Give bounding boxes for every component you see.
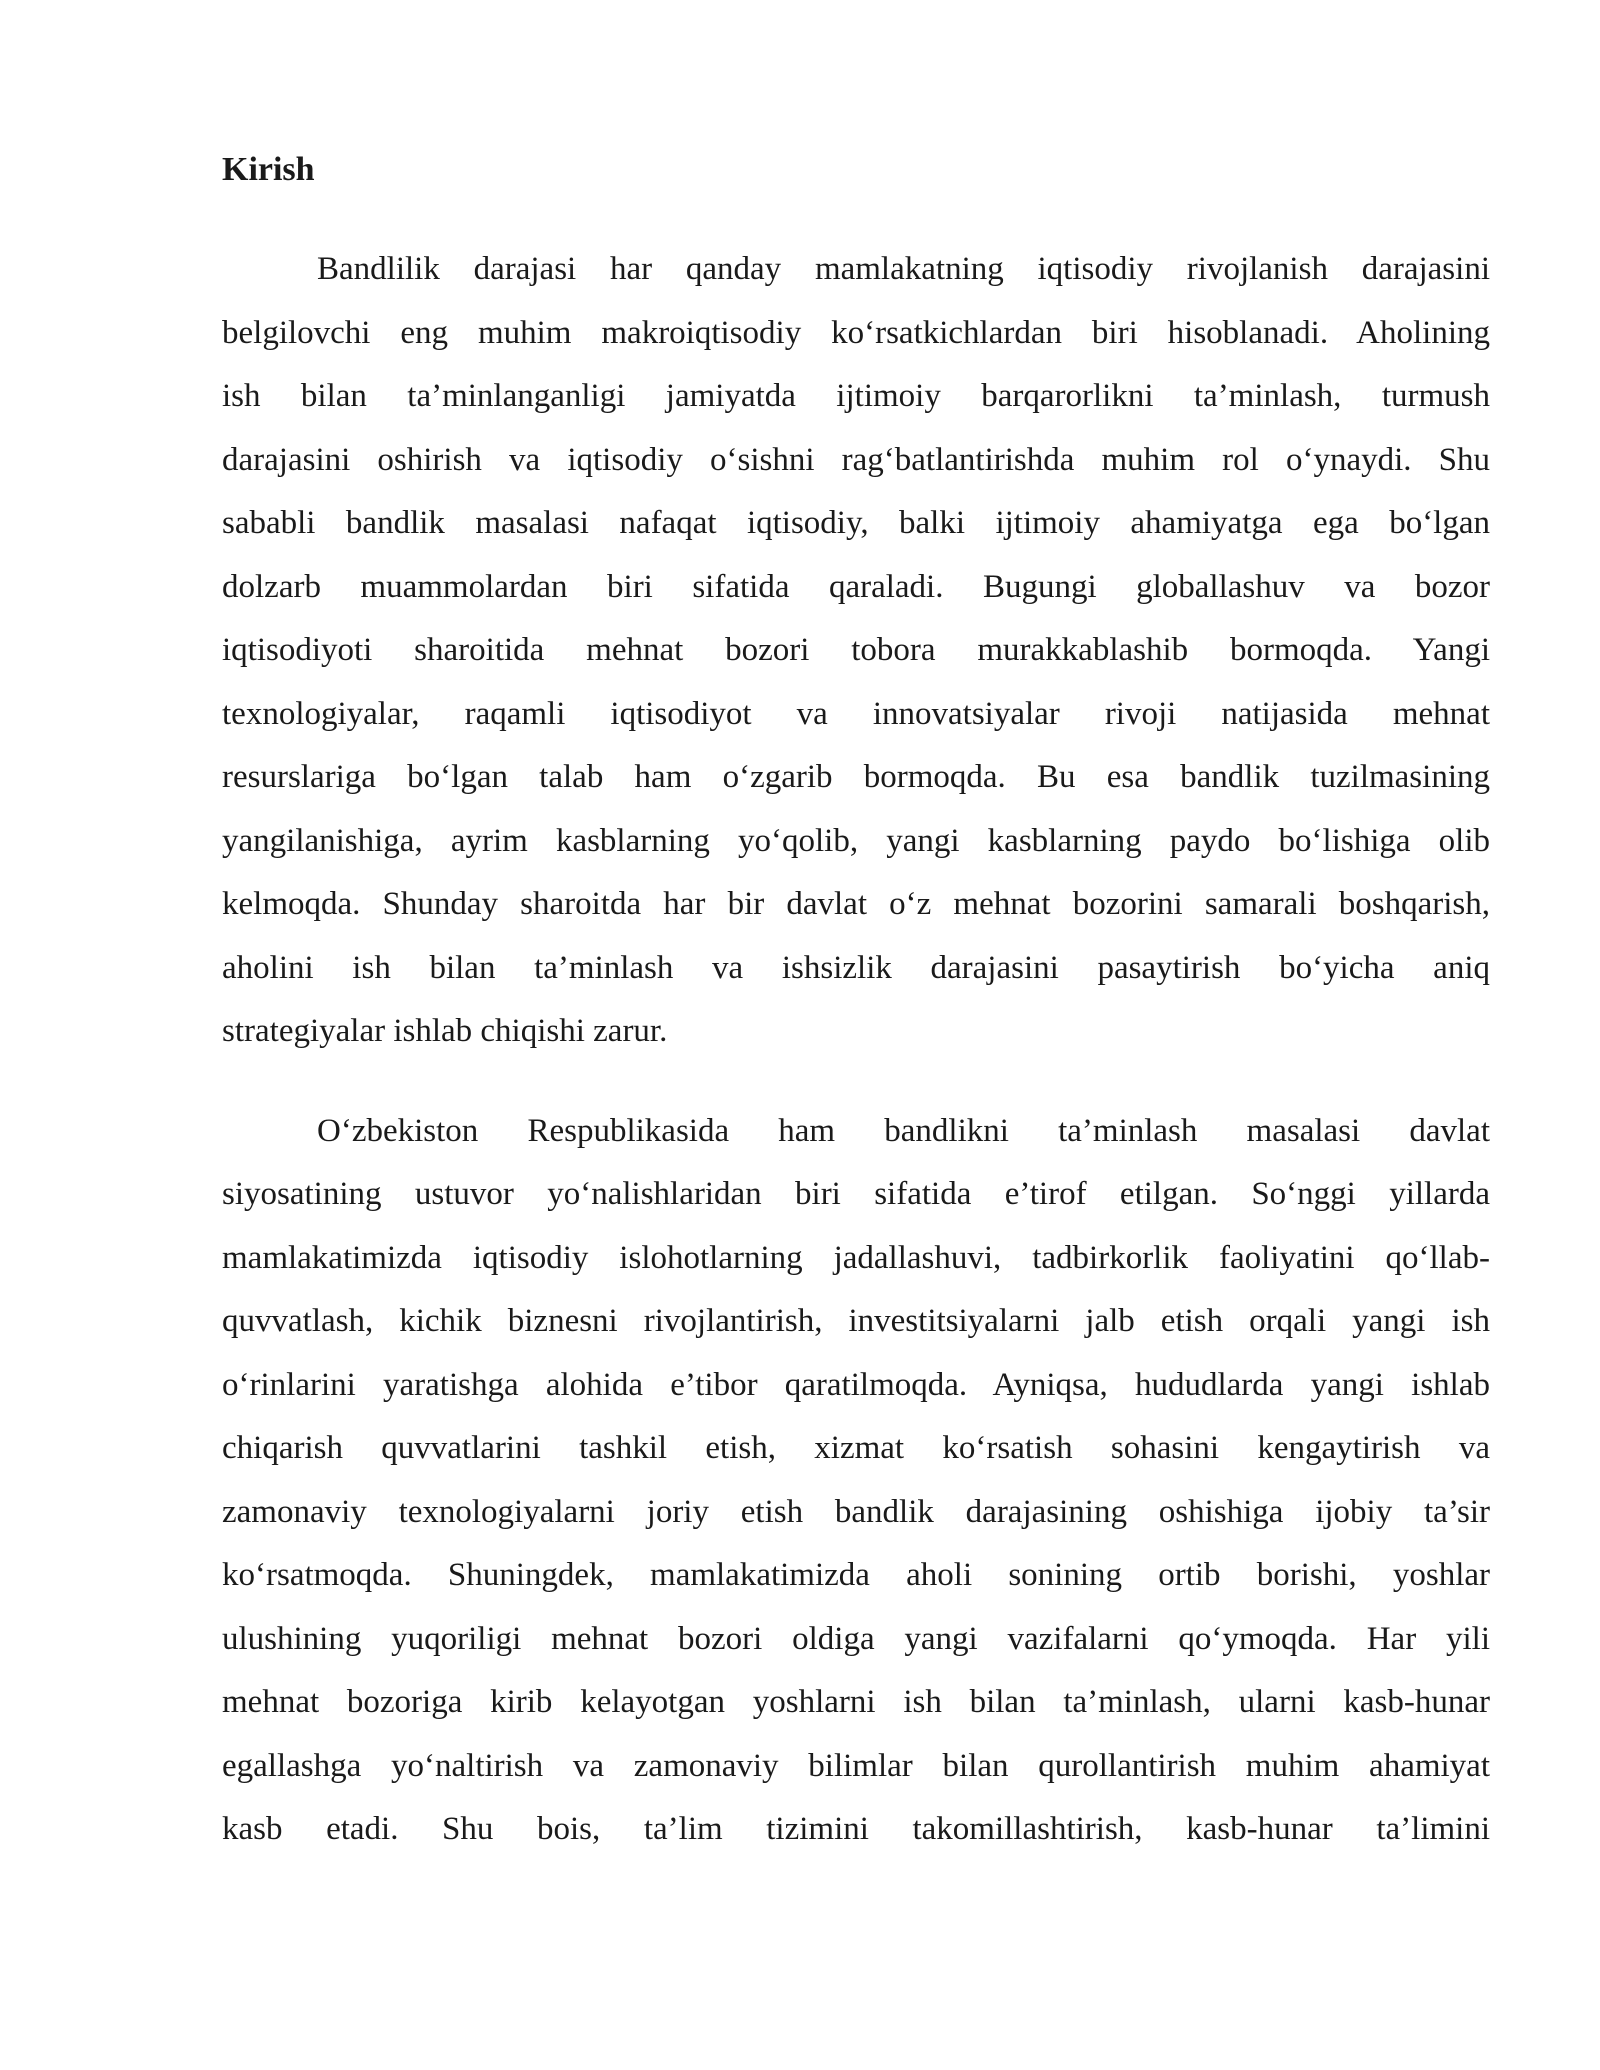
paragraph-line: ulushining yuqoriligi mehnat bozori oldiga yangi vazifalarni qo‘ymoqda. Har yili — [222, 1620, 1490, 1657]
paragraph-line: aholini ish bilan ta’minlash va ishsizlik darajasini pasaytirish bo‘yicha aniq — [222, 949, 1490, 986]
paragraph-line: zamonaviy texnologiyalarni joriy etish bandlik darajasining oshishiga ijobiy ta’sir — [222, 1493, 1490, 1530]
document-page — [222, 148, 1490, 1898]
paragraph-line: mamlakatimizda iqtisodiy islohotlarning jadallashuvi, tadbirkorlik faoliyatini qo‘llab- — [222, 1239, 1490, 1276]
paragraph-line: belgilovchi eng muhim makroiqtisodiy ko‘rsatkichlardan biri hisoblanadi. Aholining — [222, 314, 1490, 351]
paragraph-line: siyosatining ustuvor yo‘nalishlaridan biri sifatida e’tirof etilgan. So‘nggi yillarda — [222, 1176, 1490, 1212]
paragraph-line: yangilanishiga, ayrim kasblarning yo‘qolib, yangi kasblarning paydo bo‘lishiga olib — [222, 822, 1490, 859]
paragraph-line: o‘rinlarini yaratishga alohida e’tibor qaratilmoqda. Ayniqsa, hududlarda yangi ishlab — [222, 1366, 1490, 1403]
paragraph-line: Bandlilik darajasi har qanday mamlakatning iqtisodiy rivojlanish darajasini — [317, 251, 1490, 287]
paragraph-1 — [222, 238, 1490, 1064]
paragraph-2 — [222, 1100, 1490, 1862]
paragraph-line: darajasini oshirish va iqtisodiy o‘sishni rag‘batlantirishda muhim rol o‘ynaydi. Shu — [222, 441, 1490, 478]
section-heading: Kirish — [222, 151, 315, 188]
paragraph-line: iqtisodiyoti sharoitida mehnat bozori tobora murakkablashib bormoqda. Yangi — [222, 632, 1490, 668]
paragraph-line: egallashga yo‘naltirish va zamonaviy bilimlar bilan qurollantirish muhim ahamiyat — [222, 1747, 1490, 1784]
paragraph-line: O‘zbekiston Respublikasida ham bandlikni ta’minlash masalasi davlat — [317, 1112, 1490, 1149]
paragraph-line: ish bilan ta’minlanganligi jamiyatda ijtimoiy barqarorlikni ta’minlash, turmush — [222, 378, 1490, 414]
paragraph-line: dolzarb muammolardan biri sifatida qaraladi. Bugungi globallashuv va bozor — [222, 568, 1490, 605]
paragraph-line: kasb etadi. Shu bois, ta’lim tizimini takomillashtirish, kasb-hunar ta’limini — [222, 1811, 1490, 1847]
paragraph-line: sababli bandlik masalasi nafaqat iqtisodiy, balki ijtimoiy ahamiyatga ega bo‘lgan — [222, 505, 1490, 541]
paragraph-line: quvvatlash, kichik biznesni rivojlantirish, investitsiyalarni jalb etish orqali yangi ish — [222, 1303, 1490, 1339]
paragraph-line: chiqarish quvvatlarini tashkil etish, xizmat ko‘rsatish sohasini kengaytirish va — [222, 1430, 1490, 1466]
paragraph-line: mehnat bozoriga kirib kelayotgan yoshlarni ish bilan ta’minlash, ularni kasb-hunar — [222, 1684, 1490, 1720]
paragraph-line: texnologiyalar, raqamli iqtisodiyot va innovatsiyalar rivoji natijasida mehnat — [222, 695, 1490, 732]
paragraph-line: kelmoqda. Shunday sharoitda har bir davlat o‘z mehnat bozorini samarali boshqarish, — [222, 886, 1490, 922]
paragraph-line: ko‘rsatmoqda. Shuningdek, mamlakatimizda aholi sonining ortib borishi, yoshlar — [222, 1557, 1490, 1593]
paragraph-line: strategiyalar ishlab chiqishi zarur. — [222, 1013, 668, 1049]
paragraph-line: resurslariga bo‘lgan talab ham o‘zgarib bormoqda. Bu esa bandlik tuzilmasining — [222, 759, 1490, 795]
